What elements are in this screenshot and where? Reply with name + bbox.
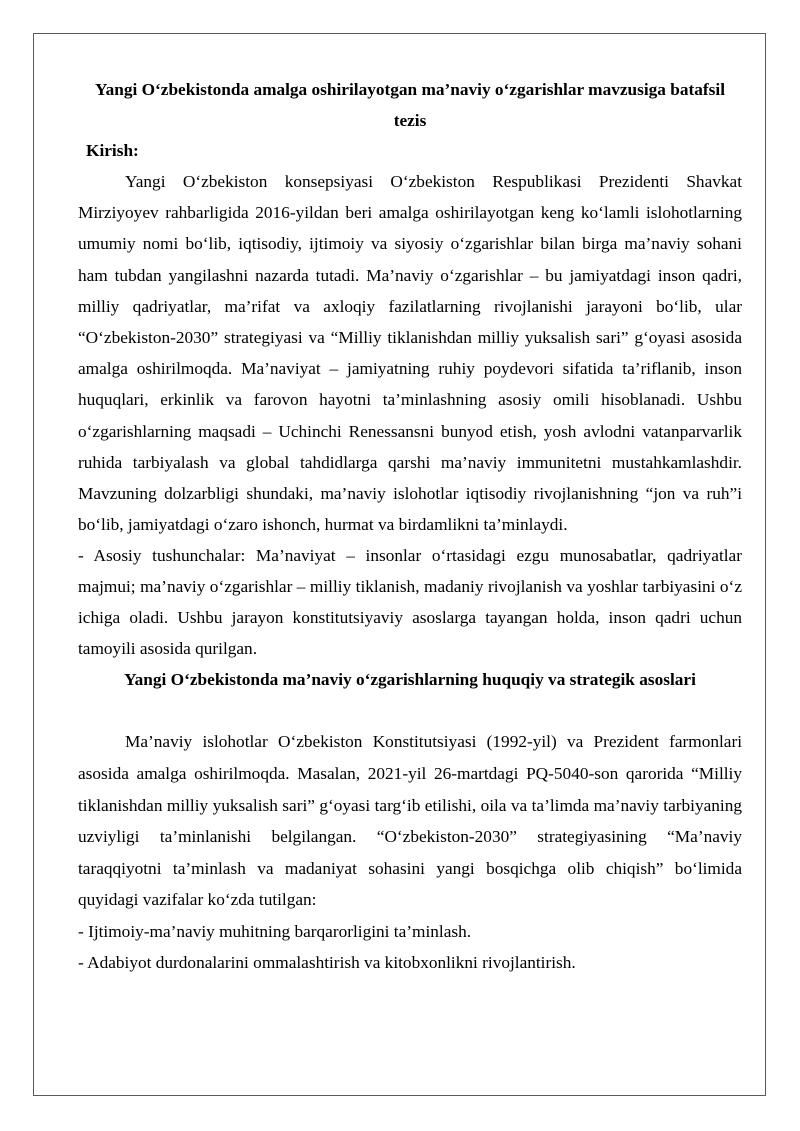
section-heading: Yangi O‘zbekistonda ma’naviy o‘zgarishlarning huquqiy va strategik asoslari [124,670,696,690]
document-body [78,74,742,978]
document-title: Yangi O‘zbekistonda amalga oshirilayotgan ma’naviy o‘zgarishlar mavzusiga batafsil tezis [95,80,725,130]
list-item: - Adabiyot durdonalarini ommalashtirish va kitobxonlikni rivojlantirish. [78,953,576,972]
concepts-paragraph: - Asosiy tushunchalar: Ma’naviyat – insonlar o‘rtasidagi ezgu munosabatlar, qadriyatlar majmui; ma’naviy o‘zgarishlar – milliy tiklanish, madaniy rivojlanish va yoshlar tarbiyasini o‘z ichiga oladi. Ushbu jarayon konstitutsiyaviy asoslarga tayangan holda, inson qadri uchun tamoyili asosida qurilgan. [78,546,742,659]
intro-heading: Kirish: [86,141,139,160]
section-paragraph: Ma’naviy islohotlar O‘zbekiston Konstitutsiyasi (1992-yil) va Prezident farmonlari asosida amalga oshirilmoqda. Masalan, 2021-yil 26-martdagi PQ-5040-son qarorida “Milliy tiklanishdan milliy yuksalish sari” g‘oyasi targ‘ib etilishi, oila va ta’limda ma’naviy tarbiyaning uzviyligi ta’minlanishi belgilangan. “O‘zbekiston-2030” strategiyasining “Ma’naviy taraqqiyotni ta’minlash va madaniyat sohasini yangi bosqichga olib chiqish” bo‘limida quyidagi vazifalar ko‘zda tutilgan: [78,732,742,910]
intro-paragraph: Yangi O‘zbekiston konsepsiyasi O‘zbekiston Respublikasi Prezidenti Shavkat Mirziyoyev rahbarligida 2016-yildan beri amalga oshirilayotgan keng ko‘lamli islohotlarning umumiy nomi bo‘lib, iqtisodiy, ijtimoiy va siyosiy o‘zgarishlar bilan birga ma’naviy sohani ham tubdan yangilashni nazarda tutadi. Ma’naviy o‘zgarishlar – bu jamiyatdagi inson qadri, milliy qadriyatlar, ma’rifat va axloqiy fazilatlarning rivojlanishi jarayoni bo‘lib, ular “O‘zbekiston-2030” strategiyasi va “Milliy tiklanishdan milliy yuksalish sari” g‘oyasi asosida amalga oshirilmoqda. Ma’naviyat – jamiyatning ruhiy poydevori sifatida ta’riflanib, inson huquqlari, erkinlik va farovon hayotni ta’minlashning asosiy omili hisoblanadi. Ushbu o‘zgarishlarning maqsadi – Uchinchi Renessansni bunyod etish, yosh avlodni vatanparvarlik ruhida tarbiyalash va global tahdidlarga qarshi ma’naviy immunitetni mustahkamlashdir. Mavzuning dolzarbligi shundaki, ma’naviy islohotlar iqtisodiy rivojlanishning “jon va ruh”i bo‘lib, jamiyatdagi o‘zaro ishonch, hurmat va birdamlikni ta’minlaydi. [78,172,742,535]
list-item: - Ijtimoiy-ma’naviy muhitning barqarorligini ta’minlash. [78,922,472,941]
